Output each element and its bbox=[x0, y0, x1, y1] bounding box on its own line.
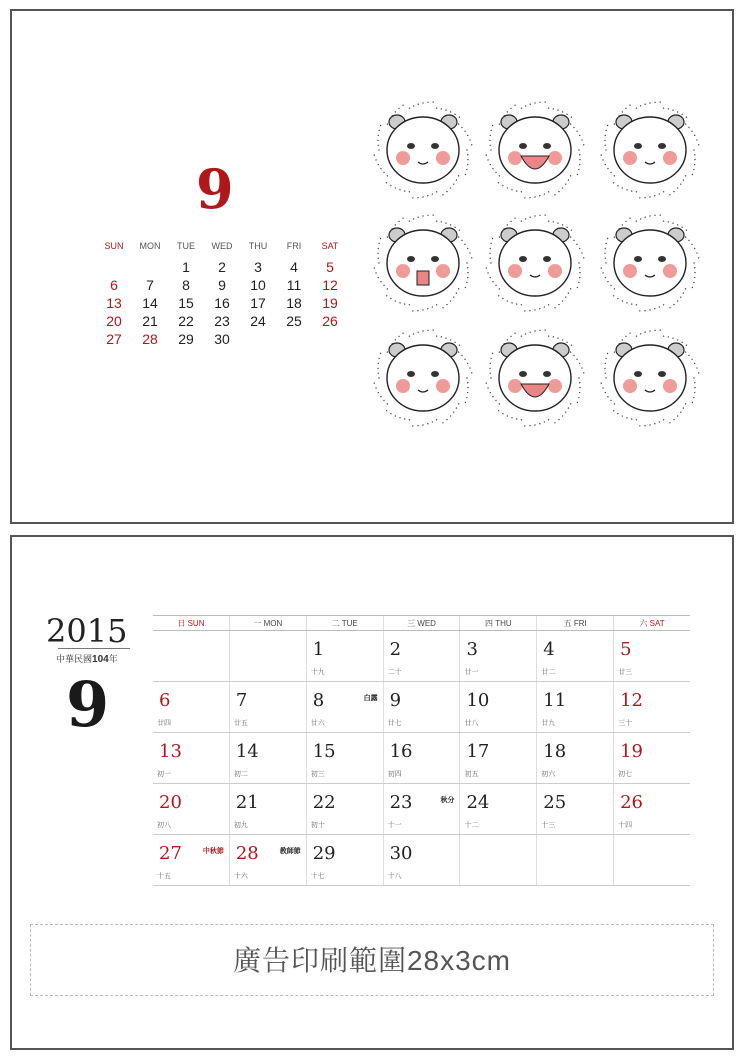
grid-header-row bbox=[153, 616, 690, 631]
lunar-date: 初六 bbox=[541, 771, 556, 778]
grid-day-cell bbox=[306, 835, 383, 886]
panda-sleepy-icon bbox=[374, 101, 473, 198]
mini-day-cell: 27 bbox=[106, 331, 122, 347]
mini-weekday-wed: WED bbox=[211, 241, 233, 251]
mini-weekday-thu: THU bbox=[248, 241, 268, 251]
mini-day-cell: 24 bbox=[250, 313, 266, 329]
lunar-date: 十五 bbox=[157, 873, 171, 880]
day-number: 8 bbox=[312, 690, 325, 711]
grid-weekday-header: 日 SUN bbox=[153, 616, 229, 631]
mini-weekday-mon: MON bbox=[139, 241, 161, 251]
panda-laughing-icon bbox=[486, 101, 585, 198]
grid-day-cell bbox=[306, 682, 383, 733]
panda-shocked-icon bbox=[374, 329, 473, 426]
mini-day-cell: 17 bbox=[250, 295, 266, 311]
mini-day-cell: 21 bbox=[142, 313, 158, 329]
day-number: 13 bbox=[159, 741, 182, 762]
grid-day-cell bbox=[614, 682, 690, 733]
grid-day-cell bbox=[460, 835, 537, 886]
lunar-date: 初八 bbox=[157, 822, 171, 829]
mini-weekday-sat: SAT bbox=[321, 241, 339, 251]
grid-day-cell bbox=[229, 733, 306, 784]
day-number: 23 bbox=[389, 792, 413, 813]
day-number: 12 bbox=[620, 690, 643, 711]
grid-weekday-header: 二 TUE bbox=[306, 616, 383, 631]
day-number: 11 bbox=[543, 690, 567, 711]
lunar-date: 初四 bbox=[387, 771, 402, 778]
lunar-date: 十三 bbox=[541, 822, 556, 829]
day-number: 6 bbox=[159, 690, 171, 711]
lunar-date: 初一 bbox=[157, 771, 171, 778]
mini-day-cell bbox=[312, 330, 348, 348]
day-number: 15 bbox=[312, 741, 336, 762]
lunar-date: 廿四 bbox=[157, 720, 171, 727]
mini-day-cell: 2 bbox=[218, 259, 226, 275]
day-number: 24 bbox=[466, 792, 490, 813]
mini-day-cell: 30 bbox=[214, 331, 230, 347]
grid-day-cell bbox=[537, 733, 614, 784]
grid-day-cell bbox=[153, 682, 229, 733]
grid-day-cell bbox=[460, 682, 537, 733]
grid-day-cell bbox=[153, 784, 229, 835]
mini-day-cell: 5 bbox=[326, 259, 334, 275]
lunar-date: 廿七 bbox=[387, 720, 402, 727]
panda-crying-icon bbox=[601, 214, 700, 311]
lunar-date: 廿八 bbox=[464, 720, 479, 727]
day-number: 19 bbox=[620, 741, 643, 762]
lunar-date: 廿二 bbox=[541, 669, 556, 676]
day-number: 5 bbox=[620, 639, 632, 660]
year-divider bbox=[58, 648, 130, 649]
day-number: 17 bbox=[466, 741, 490, 762]
grid-day-cell bbox=[614, 631, 690, 682]
grid-day-cell bbox=[153, 631, 229, 682]
grid-day-cell bbox=[306, 631, 383, 682]
lunar-date: 初九 bbox=[233, 822, 248, 829]
panda-confused-icon bbox=[601, 329, 700, 426]
panda-illustrations bbox=[355, 88, 710, 438]
mini-day-cell: 9 bbox=[218, 277, 226, 293]
mini-day-cell: 23 bbox=[214, 313, 230, 329]
mini-week-row bbox=[96, 330, 348, 348]
grid-day-cell bbox=[153, 733, 229, 784]
mini-day-cell: 4 bbox=[290, 259, 298, 275]
day-number: 18 bbox=[543, 741, 567, 762]
grid-day-cell bbox=[229, 835, 306, 886]
grid-day-cell bbox=[614, 835, 690, 886]
mini-day-cell: 1 bbox=[182, 259, 190, 275]
mini-day-cell: 8 bbox=[182, 277, 190, 293]
day-number: 25 bbox=[543, 792, 567, 813]
grid-day-cell bbox=[229, 784, 306, 835]
grid-weekday-header: 一 MON bbox=[229, 616, 306, 631]
mini-day-cell: 3 bbox=[254, 259, 262, 275]
grid-day-cell bbox=[383, 835, 460, 886]
mini-weekday-header bbox=[96, 240, 348, 258]
lunar-date: 廿一 bbox=[464, 669, 479, 676]
mini-day-cell: 29 bbox=[178, 331, 194, 347]
grid-day-cell bbox=[229, 682, 306, 733]
mini-day-cell: 28 bbox=[142, 331, 158, 347]
panda-grinning-icon bbox=[486, 329, 585, 426]
lunar-date: 初十 bbox=[310, 822, 325, 829]
lunar-date: 廿九 bbox=[541, 720, 556, 727]
lunar-date: 十九 bbox=[310, 669, 325, 676]
day-number: 21 bbox=[235, 792, 259, 813]
grid-day-cell bbox=[614, 784, 690, 835]
lunar-date: 初三 bbox=[310, 771, 325, 778]
top-month-number: 9 bbox=[196, 157, 234, 221]
mini-day-cell bbox=[132, 258, 168, 276]
lunar-date: 十二 bbox=[464, 822, 479, 829]
panda-angry-icon bbox=[601, 101, 700, 198]
lunar-date: 十六 bbox=[233, 873, 248, 880]
mini-day-cell: 11 bbox=[286, 277, 302, 293]
grid-weekday-header: 三 WED bbox=[383, 616, 460, 631]
grid-day-cell bbox=[460, 631, 537, 682]
day-number: 2 bbox=[389, 639, 402, 660]
mini-weekday-sun: SUN bbox=[104, 241, 124, 251]
bottom-month-number: 9 bbox=[66, 668, 110, 741]
mini-day-cell: 6 bbox=[110, 277, 118, 293]
day-number: 7 bbox=[235, 690, 248, 711]
day-number: 16 bbox=[389, 741, 413, 762]
day-number: 27 bbox=[159, 843, 182, 864]
grid-day-cell bbox=[537, 784, 614, 835]
lunar-date: 二十 bbox=[387, 669, 402, 676]
lunar-date: 十一 bbox=[387, 822, 402, 829]
grid-week-row bbox=[153, 835, 690, 886]
lunar-date: 十四 bbox=[618, 822, 633, 829]
lunar-date: 十七 bbox=[310, 873, 325, 880]
grid-day-cell bbox=[383, 631, 460, 682]
grid-day-cell bbox=[537, 631, 614, 682]
day-number: 14 bbox=[235, 741, 259, 762]
grid-day-cell bbox=[153, 835, 229, 886]
day-number: 20 bbox=[159, 792, 182, 813]
panda-surprised-icon bbox=[374, 214, 473, 311]
roc-year-label: 中華民國104年 bbox=[56, 654, 118, 665]
grid-weekday-header: 五 FRI bbox=[537, 616, 614, 631]
grid-week-row bbox=[153, 733, 690, 784]
mini-day-cell: 10 bbox=[250, 277, 266, 293]
grid-day-cell bbox=[306, 733, 383, 784]
lunar-date: 廿六 bbox=[310, 720, 325, 727]
day-number: 3 bbox=[466, 639, 478, 660]
mini-day-cell: 7 bbox=[146, 277, 154, 293]
lunar-date: 廿五 bbox=[233, 720, 248, 727]
month-grid bbox=[153, 615, 690, 886]
day-number: 9 bbox=[389, 690, 402, 711]
grid-weekday-header: 六 SAT bbox=[614, 616, 690, 631]
mini-day-cell bbox=[240, 330, 276, 348]
grid-week-row bbox=[153, 784, 690, 835]
mini-day-cell: 20 bbox=[106, 313, 122, 329]
mini-day-cell: 26 bbox=[322, 313, 338, 329]
mini-day-cell bbox=[276, 330, 312, 348]
grid-day-cell bbox=[383, 733, 460, 784]
day-number: 4 bbox=[543, 639, 555, 660]
grid-day-cell bbox=[229, 631, 306, 682]
holiday-label: 白露 bbox=[363, 695, 378, 702]
panda-grid-illustration bbox=[355, 88, 710, 438]
grid-day-cell bbox=[460, 733, 537, 784]
grid-weekday-header: 四 THU bbox=[460, 616, 537, 631]
day-number: 22 bbox=[312, 792, 336, 813]
mini-day-cell bbox=[96, 258, 132, 276]
mini-day-cell: 18 bbox=[286, 295, 302, 311]
day-number: 29 bbox=[312, 843, 336, 864]
grid-day-cell bbox=[383, 784, 460, 835]
mini-day-cell: 19 bbox=[322, 295, 338, 311]
mini-week-row bbox=[96, 258, 348, 276]
mini-week-row bbox=[96, 276, 348, 294]
mini-weekday-fri: FRI bbox=[286, 241, 302, 251]
day-number: 1 bbox=[312, 639, 325, 660]
day-number: 28 bbox=[235, 843, 259, 864]
lunar-date: 初五 bbox=[464, 771, 479, 778]
lunar-date: 初二 bbox=[233, 771, 248, 778]
grid-day-cell bbox=[614, 733, 690, 784]
day-number: 26 bbox=[620, 792, 643, 813]
year-label: 2015 bbox=[46, 612, 128, 650]
mini-day-cell: 22 bbox=[178, 313, 194, 329]
grid-day-cell bbox=[537, 835, 614, 886]
grid-day-cell bbox=[383, 682, 460, 733]
holiday-label: 教師節 bbox=[279, 848, 301, 855]
mini-day-cell: 25 bbox=[286, 313, 302, 329]
mini-day-cell: 14 bbox=[142, 295, 158, 311]
lunar-date: 廿三 bbox=[618, 669, 633, 676]
ad-print-area: 廣告印刷範圍28x3cm bbox=[30, 924, 714, 996]
mini-weekday-tue: TUE bbox=[177, 241, 195, 251]
grid-day-cell bbox=[537, 682, 614, 733]
lunar-date: 十八 bbox=[387, 873, 402, 880]
day-number: 10 bbox=[466, 690, 490, 711]
top-mini-calendar bbox=[96, 240, 348, 348]
holiday-label: 中秋節 bbox=[202, 848, 224, 855]
grid-day-cell bbox=[460, 784, 537, 835]
mini-day-cell: 15 bbox=[178, 295, 194, 311]
lunar-date: 初七 bbox=[618, 771, 633, 778]
mini-day-cell: 13 bbox=[106, 295, 122, 311]
mini-week-row bbox=[96, 312, 348, 330]
mini-week-row bbox=[96, 294, 348, 312]
mini-day-cell: 12 bbox=[322, 277, 338, 293]
grid-week-row bbox=[153, 682, 690, 733]
panda-happy-icon bbox=[486, 214, 585, 311]
mini-day-cell: 16 bbox=[214, 295, 230, 311]
day-number: 30 bbox=[389, 843, 413, 864]
holiday-label: 秋分 bbox=[440, 797, 455, 804]
grid-day-cell bbox=[306, 784, 383, 835]
grid-week-row bbox=[153, 631, 690, 682]
lunar-date: 三十 bbox=[618, 720, 633, 727]
